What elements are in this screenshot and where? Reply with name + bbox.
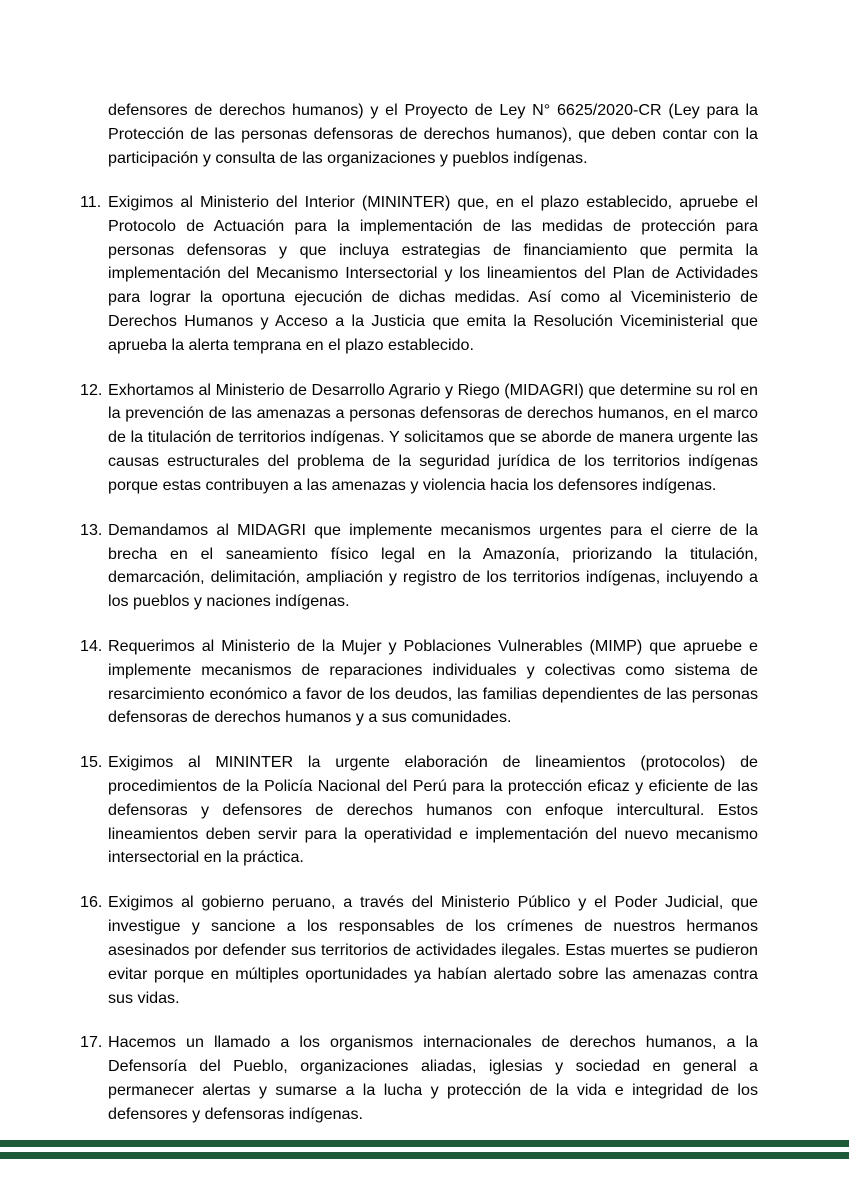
footer-bar-top	[0, 1140, 849, 1147]
list-item	[80, 751, 758, 871]
footer-bar-bottom	[0, 1152, 849, 1159]
list-item	[80, 519, 758, 615]
item-number: 13.	[80, 520, 103, 539]
item-text: Exigimos al MININTER la urgente elaboración de lineamientos (protocolos) de procedimientos de la Policía Nacional del Perú para la protección eficaz y eficiente de las defensoras y defensores de derechos humanos con enfoque intercultural. Estos lineamientos deben servir para la operatividad e implementación del nuevo mecanismo intersectorial en la práctica.	[108, 752, 758, 867]
list-item	[80, 191, 758, 358]
item-number: 11.	[80, 192, 102, 211]
list-item	[80, 379, 758, 499]
list-item	[80, 891, 758, 1011]
footer-decoration	[0, 1140, 849, 1159]
item-number: 15.	[80, 752, 103, 771]
item-number: 12.	[80, 380, 103, 399]
continuation-paragraph: defensores de derechos humanos) y el Proyecto de Ley N° 6625/2020-CR (Ley para la Protección de las personas defensoras de derechos humanos), que deben contar con la participación y consulta de las organizaciones y pueblos indígenas.	[108, 101, 758, 167]
list-item	[80, 635, 758, 731]
item-text: Demandamos al MIDAGRI que implemente mecanismos urgentes para el cierre de la brecha en el saneamiento físico legal en la Amazonía, priorizando la titulación, demarcación, delimitación, ampliación y registro de los territorios indígenas, incluyendo a los pueblos y naciones indígenas.	[108, 520, 758, 611]
item-text: Hacemos un llamado a los organismos internacionales de derechos humanos, a la Defensoría del Pueblo, organizaciones aliadas, iglesias y sociedad en general a permanecer alertas y sumarse a la lucha y protección de la vida e integridad de los defensores y defensoras indígenas.	[108, 1032, 758, 1123]
list-item	[80, 1031, 758, 1127]
item-text: Exhortamos al Ministerio de Desarrollo Agrario y Riego (MIDAGRI) que determine su rol en la prevención de las amenazas a personas defensoras de derechos humanos, en el marco de la titulación de territorios indígenas. Y solicitamos que se aborde de manera urgente las causas estructurales del problema de la seguridad jurídica de los territorios indígenas porque estas contribuyen a las amenazas y violencia hacia los defensores indígenas.	[108, 380, 758, 495]
item-number: 16.	[80, 892, 103, 911]
item-text: Requerimos al Ministerio de la Mujer y Poblaciones Vulnerables (MIMP) que apruebe e implemente mecanismos de reparaciones individuales y colectivas como sistema de resarcimiento económico a favor de los deudos, las familias dependientes de las personas defensoras de derechos humanos y a sus comunidades.	[108, 636, 758, 727]
item-number: 17.	[80, 1032, 103, 1051]
item-text: Exigimos al Ministerio del Interior (MININTER) que, en el plazo establecido, apruebe el Protocolo de Actuación para la implementación de las medidas de protección para personas defensoras y que incluya estrategias de financiamiento que permita la implementación del Mecanismo Intersectorial y los lineamientos del Plan de Actividades para lograr la oportuna ejecución de dichas medidas. Así como al Viceministerio de Derechos Humanos y Acceso a la Justicia que emita la Resolución Viceministerial que aprueba la alerta temprana en el plazo establecido.	[108, 192, 758, 355]
document-body	[80, 99, 758, 1147]
item-text: Exigimos al gobierno peruano, a través del Ministerio Público y el Poder Judicial, que investigue y sancione a los responsables de los crímenes de nuestros hermanos asesinados por defender sus territorios de actividades ilegales. Estas muertes se pudieron evitar porque en múltiples oportunidades ya habían alertado sobre las amenazas contra sus vidas.	[108, 892, 758, 1007]
item-number: 14.	[80, 636, 103, 655]
